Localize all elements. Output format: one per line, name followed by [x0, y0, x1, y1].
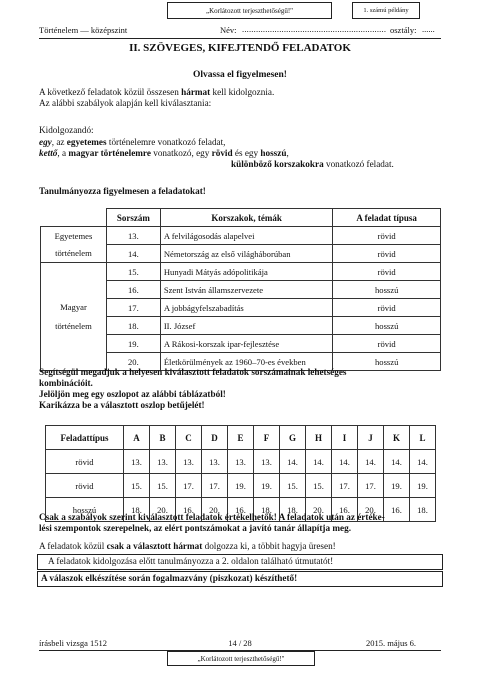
- combo-cell: 20.: [306, 498, 332, 522]
- combo-cell: 13.: [202, 450, 228, 474]
- read-carefully-heading: Olvassa el figyelmesen!: [193, 70, 287, 80]
- column-letter-H[interactable]: H: [306, 426, 332, 450]
- task-number: 16.: [106, 281, 160, 299]
- task-number: 13.: [106, 227, 160, 245]
- column-letter-A[interactable]: A: [124, 426, 150, 450]
- combo-cell: 19.: [228, 474, 254, 498]
- instruction-line-3: Jelöljön meg egy oszlopot az alábbi táblázatból!: [39, 389, 226, 399]
- row-type-label: rövid: [46, 474, 124, 498]
- draft-notice-box: [37, 571, 443, 587]
- rule-3: különböző korszakokra vonatkozó feladat.: [231, 159, 394, 169]
- instruction-line-4: Karikázza be a választott oszlop betűjelét!: [39, 400, 205, 410]
- task-number: 15.: [106, 263, 160, 281]
- task-topic: Németország az első világháborúban: [160, 245, 333, 263]
- empty-corner: [41, 209, 107, 227]
- row-type-label: hosszú: [46, 498, 124, 522]
- table-row: [41, 263, 441, 281]
- column-letter-K[interactable]: K: [384, 426, 410, 450]
- combination-header-row: [46, 426, 436, 450]
- combo-cell: 14.: [332, 450, 358, 474]
- task-type: hosszú: [333, 353, 441, 371]
- col-header-topic: Korszakok, témák: [160, 209, 333, 227]
- draft-notice-text: A válaszok elkészítése során fogalmazvány (piszkozat) készíthető!: [41, 573, 298, 583]
- task-number: 19.: [106, 335, 160, 353]
- exam-date: 2015. május 6.: [366, 638, 417, 648]
- task-topic: A felvilágosodás alapelvei: [160, 227, 333, 245]
- combo-cell: 20.: [202, 498, 228, 522]
- combo-cell: 16.: [228, 498, 254, 522]
- col-header-type: A feladat típusa: [333, 209, 441, 227]
- column-letter-I[interactable]: I: [332, 426, 358, 450]
- task-topic: Életkörülmények az 1960–70-es években: [160, 353, 333, 371]
- name-label: Név:: [220, 25, 237, 35]
- evaluation-line-2: lési szempontok szerepelnek, az elért pontszámokat a javító tanár állapítja meg.: [39, 523, 351, 533]
- group-label: Egyetemes: [54, 230, 93, 241]
- table-row: [46, 450, 436, 474]
- column-letter-B[interactable]: B: [150, 426, 176, 450]
- task-topic: A Rákosi-korszak ipar-fejlesztése: [160, 335, 333, 353]
- combo-cell: 16.: [332, 498, 358, 522]
- group-label: történelem: [55, 320, 92, 331]
- evaluation-line-1: Csak a szabályok szerint kiválasztott feladatok értékelhetők! A feladatok után az értéke-: [39, 512, 385, 522]
- top-notice: „Korlátozott terjeszthetőségű!": [167, 2, 332, 19]
- combo-cell: 18.: [280, 498, 306, 522]
- task-number: 17.: [106, 299, 160, 317]
- header-rule: [39, 38, 441, 39]
- column-letter-C[interactable]: C: [176, 426, 202, 450]
- col-header-number: Sorszám: [106, 209, 160, 227]
- guide-notice-text: A feladatok kidolgozása előtt tanulmányozza a 2. oldalon található útmutatót!: [48, 556, 334, 566]
- combo-cell: 17.: [202, 474, 228, 498]
- combo-cell: 19.: [384, 474, 410, 498]
- task-type: rövid: [333, 335, 441, 353]
- class-label: osztály:: [390, 25, 417, 35]
- instruction-line-2: kombinációit.: [39, 378, 93, 388]
- task-type: rövid: [333, 245, 441, 263]
- combo-cell: 19.: [254, 474, 280, 498]
- combo-cell: 17.: [358, 474, 384, 498]
- combo-cell: 14.: [410, 450, 436, 474]
- name-field[interactable]: ..............................................................: [242, 24, 387, 34]
- combo-cell: 20.: [358, 498, 384, 522]
- combo-cell: 13.: [150, 450, 176, 474]
- combo-cell: 13.: [254, 450, 280, 474]
- group-label: Magyar: [60, 301, 87, 312]
- type-header: Feladattípus: [46, 426, 124, 450]
- group-universal: [41, 227, 107, 263]
- task-type: rövid: [333, 263, 441, 281]
- task-type: rövid: [333, 299, 441, 317]
- combo-cell: 14.: [358, 450, 384, 474]
- combo-cell: 15.: [306, 474, 332, 498]
- tasks-table: [40, 208, 441, 371]
- column-letter-L[interactable]: L: [410, 426, 436, 450]
- column-letter-D[interactable]: D: [202, 426, 228, 450]
- study-heading: Tanulmányozza figyelmesen a feladatokat!: [39, 186, 206, 196]
- combination-table: [45, 425, 436, 522]
- combo-cell: 18.: [410, 498, 436, 522]
- rules-label: Kidolgozandó:: [39, 125, 94, 135]
- combo-cell: 17.: [176, 474, 202, 498]
- row-type-label: rövid: [46, 450, 124, 474]
- section-title: II. SZÖVEGES, KIFEJTENDŐ FELADATOK: [129, 42, 351, 54]
- page-number: 14 / 28: [228, 638, 252, 648]
- intro-line-2: Az alábbi szabályok alapján kell kiválasztania:: [39, 98, 212, 108]
- task-type: hosszú: [333, 281, 441, 299]
- task-topic: A jobbágyfelszabadítás: [160, 299, 333, 317]
- guide-notice-box: [37, 554, 443, 570]
- bottom-notice: „Korlátozott terjeszthetőségű!": [167, 651, 315, 666]
- combo-cell: 14.: [306, 450, 332, 474]
- intro-line-1: A következő feladatok közül összesen hármat kell kidolgoznia.: [39, 87, 275, 97]
- combo-cell: 15.: [280, 474, 306, 498]
- combo-cell: 13.: [124, 450, 150, 474]
- group-label: történelem: [55, 247, 92, 258]
- task-topic: II. József: [160, 317, 333, 335]
- combo-cell: 20.: [150, 498, 176, 522]
- combo-cell: 13.: [176, 450, 202, 474]
- combo-cell: 13.: [228, 450, 254, 474]
- rule-1: egy, az egyetemes történelemre vonatkozó feladat,: [39, 137, 226, 147]
- task-number: 18.: [106, 317, 160, 335]
- task-topic: Szent István államszervezete: [160, 281, 333, 299]
- column-letter-F[interactable]: F: [254, 426, 280, 450]
- combo-cell: 14.: [280, 450, 306, 474]
- combo-cell: 14.: [384, 450, 410, 474]
- table-row: [41, 227, 441, 245]
- combo-cell: 18.: [124, 498, 150, 522]
- exam-code: írásbeli vizsga 1512: [39, 638, 107, 648]
- subject-label: Történelem — középszint: [39, 25, 128, 35]
- choose-three-line: A feladatok közül csak a választott hármat dolgozza ki, a többit hagyja üresen!: [39, 541, 336, 551]
- group-hungarian: [41, 263, 107, 371]
- column-letter-J[interactable]: J: [358, 426, 384, 450]
- tasks-table-header: [41, 209, 441, 227]
- combo-cell: 19.: [410, 474, 436, 498]
- combo-cell: 16.: [384, 498, 410, 522]
- table-row: [46, 474, 436, 498]
- task-type: rövid: [333, 227, 441, 245]
- class-field[interactable]: ......: [422, 24, 435, 34]
- instruction-line-1: Segítségül megadjuk a helyesen kiválasztott feladatok sorszámainak lehetséges: [39, 367, 347, 377]
- combo-cell: 16.: [176, 498, 202, 522]
- combo-cell: 15.: [150, 474, 176, 498]
- combo-cell: 17.: [332, 474, 358, 498]
- task-type: hosszú: [333, 317, 441, 335]
- task-number: 14.: [106, 245, 160, 263]
- combo-cell: 15.: [124, 474, 150, 498]
- column-letter-E[interactable]: E: [228, 426, 254, 450]
- rule-2: kettő, a magyar történelemre vonatkozó, egy rövid és egy hosszú,: [39, 148, 289, 158]
- task-topic: Hunyadi Mátyás adópolitikája: [160, 263, 333, 281]
- column-letter-G[interactable]: G: [280, 426, 306, 450]
- copy-number-box: 1. számú példány: [352, 2, 420, 19]
- combo-cell: 18.: [254, 498, 280, 522]
- task-number: 20.: [106, 353, 160, 371]
